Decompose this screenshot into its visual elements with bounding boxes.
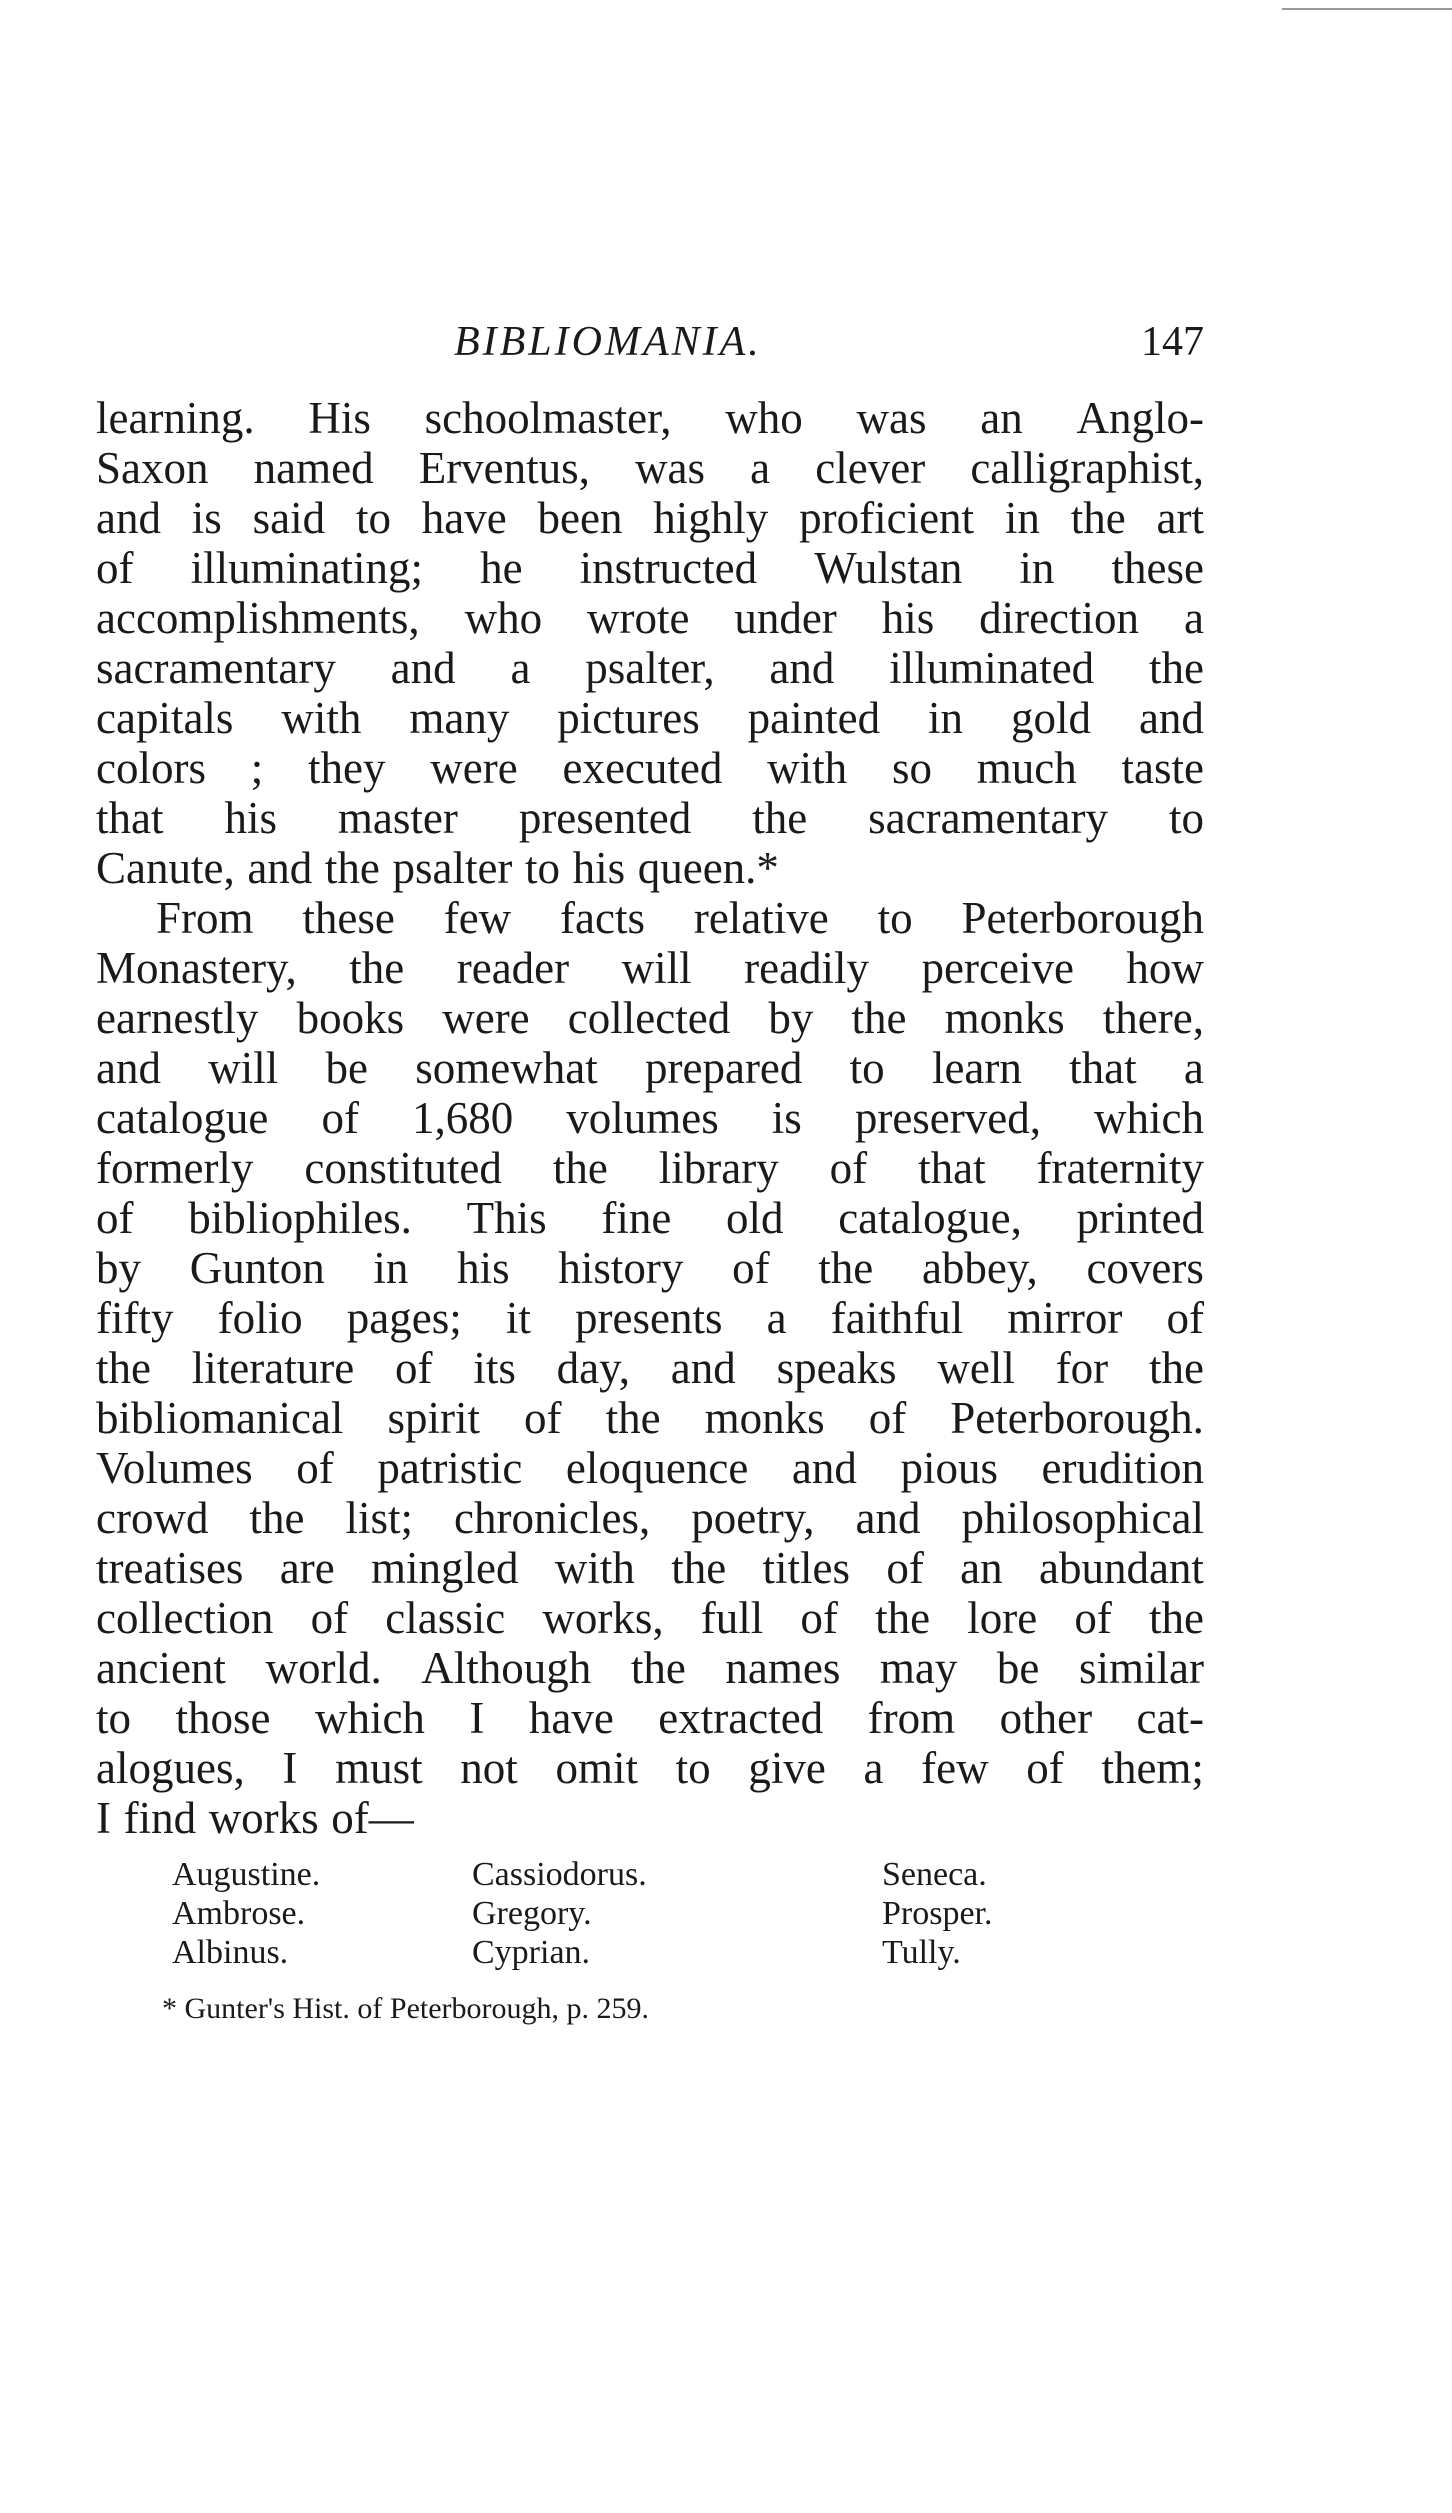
word: I [469,1693,485,1743]
word: of [296,1443,334,1493]
word: titles [762,1543,850,1593]
word: I [282,1743,298,1793]
word: to [849,1043,885,1093]
word: colors [96,743,206,793]
word: a [1183,1043,1204,1093]
page-number: 147 [1141,319,1204,365]
word: his [457,1243,510,1293]
word: are [279,1543,335,1593]
word: day, [556,1343,630,1393]
word: in [1019,543,1055,593]
names-row [172,1933,1072,1972]
text-line [96,893,1204,943]
word: works [208,1793,319,1843]
word: pious [900,1443,998,1493]
word: the [1148,1343,1204,1393]
text-line [96,1543,1204,1593]
word: chronicles, [454,1493,651,1543]
word: full [700,1593,764,1643]
word: to [675,1743,711,1793]
word: in [928,693,964,743]
word: library [658,1143,779,1193]
word: that [1069,1043,1137,1093]
word: an [980,393,1023,443]
word: he [480,543,523,593]
text-line [96,793,1204,843]
word: bibliomanical [96,1393,344,1443]
word: the [1070,493,1126,543]
word: speaks [776,1343,897,1393]
word: bibliophiles. [188,1193,412,1243]
word: was [635,443,706,493]
word: mingled [371,1543,519,1593]
word: a [510,643,531,693]
word: to [96,1693,132,1743]
word: may [879,1643,958,1693]
word: works, [542,1593,664,1643]
word: formerly [96,1143,254,1193]
word: that [96,793,164,843]
word: of [524,1393,562,1443]
word: preserved, [854,1093,1041,1143]
word: many [409,693,510,743]
footnote: * Gunter's Hist. of Peterborough, p. 259. [162,1992,650,2025]
word: facts [560,893,645,943]
word: accomplishments, [96,593,420,643]
word: a [766,1293,787,1343]
word: and [769,643,835,693]
word: these [302,893,395,943]
word: abundant [1038,1543,1204,1593]
word: eloquence [565,1443,749,1493]
word: ; [250,743,264,793]
word: of [395,1343,433,1393]
word: and [96,1043,161,1093]
word: who [464,593,543,643]
author-name: Ambrose. [172,1895,306,1932]
word: named [253,443,374,493]
word: erudition [1041,1443,1204,1493]
word: list; [345,1493,414,1543]
word: spirit [387,1393,480,1443]
word: capitals [96,693,234,743]
word: learn [931,1043,1022,1093]
text-line [96,1043,1204,1093]
text-line [96,1643,1204,1693]
word: printed [1076,1193,1204,1243]
word: Anglo- [1076,393,1204,443]
word: This [466,1193,547,1243]
word: the [324,843,380,893]
word: other [999,1693,1093,1743]
word: clever [815,443,926,493]
word: history [558,1243,684,1293]
word: which [314,1693,425,1743]
word: a [863,1743,884,1793]
word: the [605,1393,661,1443]
word: direction [979,593,1140,643]
word: the [552,1143,608,1193]
word: fifty [96,1293,174,1343]
word: will [208,1043,279,1093]
word: of [1074,1593,1112,1643]
word: ancient [96,1643,226,1693]
word: abbey, [921,1243,1038,1293]
word: under [734,593,837,643]
word: well [937,1343,1015,1393]
word: these [1111,543,1204,593]
word: it [505,1293,531,1343]
word: and [1138,693,1204,743]
word: for [1055,1343,1109,1393]
word: and [855,1493,921,1543]
word: be [996,1643,1040,1693]
word: Saxon [96,443,209,493]
word: Wulstan [814,543,963,593]
word: of [868,1393,907,1443]
word: of [1026,1743,1064,1793]
word: by [96,1243,141,1293]
word: with [554,1543,635,1593]
word: of [886,1543,924,1593]
word: I [96,1793,111,1843]
word: old [725,1193,784,1243]
word: pictures [557,693,700,743]
word: Peterborough. [950,1393,1204,1443]
word: those [175,1693,271,1743]
word: collected [567,993,731,1043]
word: to [877,893,913,943]
word: patristic [377,1443,523,1493]
word: extracted [658,1693,824,1743]
word: few [443,893,512,943]
text-line [96,493,1204,543]
word: a [1183,593,1204,643]
word: relative [693,893,829,943]
word: Erventus, [418,443,590,493]
word: poetry, [691,1493,815,1543]
text-line [96,993,1204,1043]
word: collection [96,1593,274,1643]
word: executed [562,743,723,793]
author-name: Cyprian. [472,1934,591,1971]
word: his [881,593,935,643]
text-line [96,1093,1204,1143]
word: the [818,1243,874,1293]
word: learning. [96,393,255,443]
text-line [96,1743,1204,1793]
word: prepared [645,1043,803,1093]
word: Canute, [96,843,235,893]
word: psalter, [585,643,715,693]
word: From [156,893,254,943]
word: was [856,393,927,443]
word: will [621,943,692,993]
word: Monastery, [96,943,297,993]
word: the [851,993,907,1043]
word: in [1004,493,1040,543]
text-line [96,593,1204,643]
text-line [96,393,1204,443]
word: were [442,993,530,1043]
word: constituted [304,1143,502,1193]
word: classic [385,1593,506,1643]
word: his [224,793,277,843]
word: lore [967,1593,1038,1643]
text-line [96,1793,1204,1843]
word: alogues, [96,1743,245,1793]
names-row [172,1894,1072,1933]
word: philosophical [961,1493,1204,1543]
word: gold [1011,693,1092,743]
word: and [390,643,456,693]
word: from [867,1693,956,1743]
word: taste [1121,743,1204,793]
word: by [768,993,814,1043]
text-line [96,693,1204,743]
word: the [1149,1593,1204,1643]
word: cat- [1136,1693,1204,1743]
word: similar [1078,1643,1204,1693]
word: mirror [1007,1293,1123,1343]
word: have [421,493,507,543]
word: to [1168,793,1204,843]
word: of [96,543,134,593]
word: not [460,1743,518,1793]
word: somewhat [415,1043,598,1093]
text-line [96,1293,1204,1343]
word: pages; [346,1293,462,1343]
word: much [976,743,1077,793]
author-name: Augustine. [172,1856,321,1893]
word: books [296,993,405,1043]
word: world. [265,1643,382,1693]
word: presented [518,793,692,843]
word: psalter [392,843,513,893]
word: the [249,1493,305,1543]
word: that [918,1143,986,1193]
word: schoolmaster, [424,393,672,443]
text-line [96,1493,1204,1543]
author-name: Cassiodorus. [472,1856,647,1893]
word: art [1156,493,1204,543]
word: his [572,843,626,893]
author-names-list [172,1855,1072,1972]
body-text [96,393,1204,1843]
word: and [96,493,161,543]
word: of [1166,1293,1204,1343]
word: they [308,743,386,793]
word: to [525,843,561,893]
word: and [670,1343,736,1393]
text-line [96,843,1204,893]
word: with [281,693,362,743]
text-line [96,443,1204,493]
text-line [96,1193,1204,1243]
word: in [373,1243,409,1293]
word: sacramentary [96,643,336,693]
word: readily [744,943,870,993]
word: an [960,1543,1003,1593]
word: sacramentary [868,793,1108,843]
word: with [767,743,848,793]
word: reader [456,943,570,993]
word: queen.* [637,843,779,893]
word: give [748,1743,826,1793]
word: of— [331,1793,414,1843]
text-line [96,743,1204,793]
word: faithful [830,1293,964,1343]
word: presents [575,1293,723,1343]
word: catalogue [96,1093,269,1143]
names-row [172,1855,1072,1894]
word: names [725,1643,841,1693]
text-line [96,1443,1204,1493]
word: Peterborough [961,893,1204,943]
word: there, [1102,993,1204,1043]
word: have [528,1693,614,1743]
author-name: Gregory. [472,1895,592,1932]
word: of [310,1593,349,1643]
word: wrote [586,593,690,643]
word: fraternity [1036,1143,1204,1193]
page-header [96,318,1204,378]
word: painted [747,693,881,743]
text-line [96,1593,1204,1643]
word: covers [1086,1243,1204,1293]
word: earnestly [96,993,259,1043]
word: of [321,1093,359,1143]
word: the [875,1593,931,1643]
word: and [247,843,313,893]
top-edge-rule [1282,8,1452,10]
word: crowd [96,1493,209,1543]
word: literature [191,1343,355,1393]
word: monks [944,993,1065,1043]
word: is [191,493,222,543]
word: which [1094,1093,1204,1143]
word: 1,680 [411,1093,514,1143]
word: instructed [579,543,758,593]
word: were [430,743,518,793]
author-name: Tully. [882,1934,961,1971]
word: to [355,493,391,543]
word: of [96,1193,134,1243]
word: Although [421,1643,592,1693]
word: illuminating; [190,543,424,593]
text-line [96,943,1204,993]
word: of [800,1593,838,1643]
word: must [335,1743,423,1793]
word: them; [1101,1743,1204,1793]
author-name: Seneca. [882,1856,987,1893]
word: and [791,1443,857,1493]
word: find [123,1793,197,1843]
word: omit [555,1743,638,1793]
word: the [1148,643,1204,693]
author-name: Albinus. [172,1934,289,1971]
word: said [252,493,326,543]
text-line [96,1693,1204,1743]
word: illuminated [889,643,1095,693]
word: master [337,793,458,843]
word: highly [653,493,769,543]
text-line [96,543,1204,593]
text-line [96,1343,1204,1393]
word: proficient [799,493,975,543]
word: Volumes [96,1443,253,1493]
word: who [725,393,803,443]
word: the [630,1643,686,1693]
word: a [750,443,771,493]
word: the [349,943,405,993]
word: Gunton [189,1243,325,1293]
word: volumes [566,1093,719,1143]
word: the [671,1543,727,1593]
text-line [96,1393,1204,1443]
text-line [96,1143,1204,1193]
word: calligraphist, [970,443,1204,493]
word: how [1126,943,1204,993]
word: be [325,1043,369,1093]
author-name: Prosper. [882,1895,993,1932]
word: is [771,1093,802,1143]
word: monks [704,1393,825,1443]
text-line [96,643,1204,693]
word: been [537,493,623,543]
text-line [96,1243,1204,1293]
word: of [829,1143,868,1193]
word: catalogue, [838,1193,1022,1243]
word: of [732,1243,770,1293]
word: the [752,793,808,843]
word: His [308,393,371,443]
word: perceive [921,943,1074,993]
word: the [96,1343,151,1393]
word: few [921,1743,989,1793]
word: treatises [96,1543,244,1593]
word: fine [601,1193,672,1243]
word: so [891,743,932,793]
running-title: BIBLIOMANIA. [454,319,762,365]
word: its [473,1343,516,1393]
word: folio [217,1293,303,1343]
